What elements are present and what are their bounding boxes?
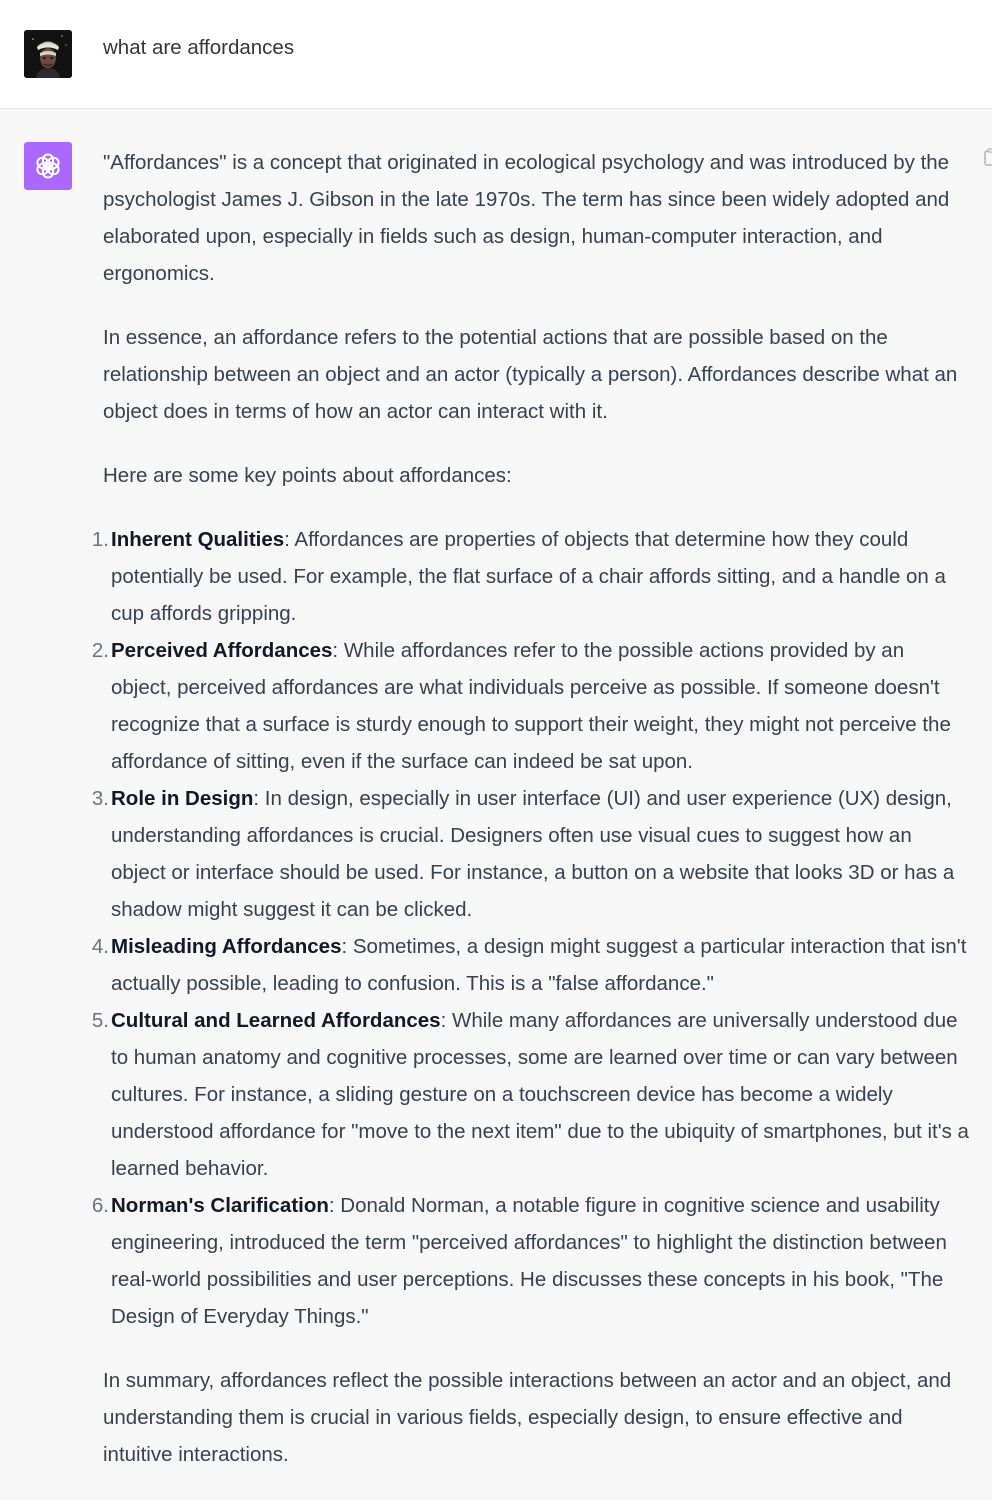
key-points-list bbox=[91, 521, 969, 1335]
assistant-message-row bbox=[0, 110, 992, 1500]
point-text: : Sometimes, a design might suggest a particular interaction that isn't actually possible, leading to confusion. This is a "false affordance." bbox=[111, 935, 967, 995]
list-item bbox=[91, 928, 969, 1002]
user-avatar-photo bbox=[24, 30, 72, 78]
lead-paragraph: Here are some key points about affordances: bbox=[103, 464, 512, 487]
list-item bbox=[91, 780, 969, 928]
list-item bbox=[91, 1187, 969, 1335]
essence-paragraph: In essence, an affordance refers to the potential actions that are possible based on the relationship between an object and an actor (typically a person). Affordances describe what an object does in terms of how an actor can interact with it. bbox=[103, 326, 958, 423]
point-title: Misleading Affordances bbox=[111, 935, 342, 958]
user-avatar bbox=[24, 30, 72, 78]
openai-logo-icon bbox=[32, 150, 64, 182]
list-item bbox=[91, 521, 969, 632]
summary-paragraph: In summary, affordances reflect the possible interactions between an actor and an object, and understanding them is crucial in various fields, especially design, to ensure effective and intuitive interactions. bbox=[103, 1369, 952, 1466]
point-title: Perceived Affordances bbox=[111, 639, 333, 662]
list-number: 2. bbox=[91, 639, 109, 662]
list-item bbox=[91, 1002, 969, 1187]
assistant-avatar bbox=[24, 142, 72, 190]
point-text: : While affordances refer to the possible actions provided by an object, perceived affordances are what individuals perceive as possible. If someone doesn't recognize that a surface is sturdy enough to support their weight, they might not perceive the affordance of sitting, even if the surface can indeed be sat upon. bbox=[111, 639, 951, 773]
point-title: Cultural and Learned Affordances bbox=[111, 1009, 441, 1032]
point-title: Role in Design bbox=[111, 787, 254, 810]
list-number: 6. bbox=[91, 1194, 109, 1217]
intro-paragraph: "Affordances" is a concept that originated in ecological psychology and was introduced by the psychologist James J. Gibson in the late 1970s. The term has since been widely adopted and elaborated upon, especially in fields such as design, human-computer interaction, and ergonomics. bbox=[103, 151, 950, 285]
copy-icon[interactable] bbox=[984, 148, 992, 166]
assistant-message-content bbox=[91, 144, 969, 1500]
list-number: 3. bbox=[91, 787, 109, 810]
point-text: : In design, especially in user interface (UI) and user experience (UX) design, understanding affordances is crucial. Designers often use visual cues to suggest how an object or interface should be used. For instance, a button on a website that looks 3D or has a shadow might suggest it can be clicked. bbox=[111, 787, 955, 921]
point-text: : While many affordances are universally understood due to human anatomy and cognitive processes, some are learned over time or can vary between cultures. For instance, a sliding gesture on a touchscreen device has become a widely understood affordance for "move to the next item" due to the ubiquity of smartphones, but it's a learned behavior. bbox=[111, 1009, 969, 1180]
list-number: 4. bbox=[91, 935, 109, 958]
point-title: Inherent Qualities bbox=[111, 528, 285, 551]
point-text: : Affordances are properties of objects that determine how they could potentially be used. For example, the flat surface of a chair affords sitting, and a handle on a cup affords gripping. bbox=[111, 528, 946, 625]
user-message-text: what are affordances bbox=[103, 36, 295, 59]
list-number: 5. bbox=[91, 1009, 109, 1032]
list-number: 1. bbox=[91, 528, 109, 551]
point-text: : Donald Norman, a notable figure in cognitive science and usability engineering, introduced the term "perceived affordances" to highlight the distinction between real-world possibilities and user perceptions. He discusses these concepts in his book, "The Design of Everyday Things." bbox=[111, 1194, 947, 1328]
point-title: Norman's Clarification bbox=[111, 1194, 329, 1217]
list-item bbox=[91, 632, 969, 780]
user-message-row bbox=[0, 0, 992, 109]
